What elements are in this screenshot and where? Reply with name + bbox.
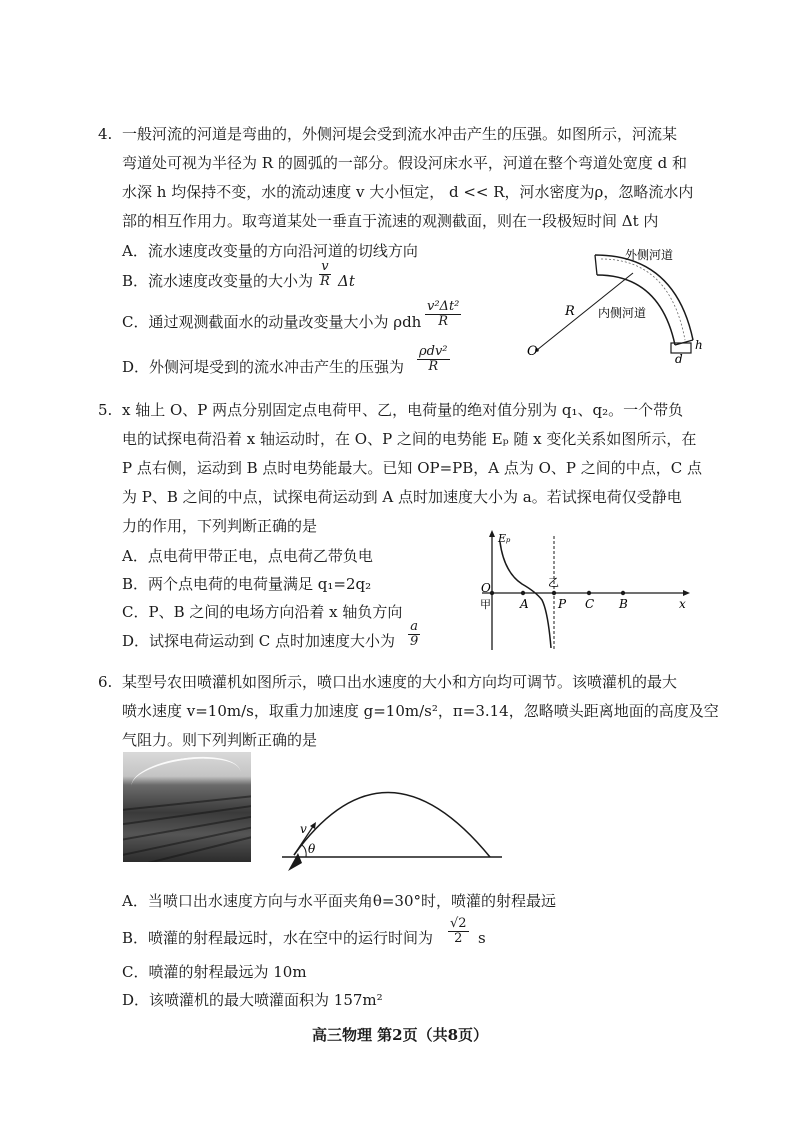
nozzle bbox=[288, 853, 302, 871]
angle-label: θ bbox=[308, 842, 316, 856]
radius-label: R bbox=[565, 304, 575, 319]
label-jia: 甲 bbox=[480, 598, 491, 611]
y-axis-label: Eₚ bbox=[498, 532, 511, 545]
label-B: B bbox=[619, 597, 628, 611]
point-B bbox=[621, 591, 625, 595]
label-P: P bbox=[558, 597, 567, 611]
q4-text-line-1: 一般河流的河道是弯曲的，外侧河堤会受到流水冲击产生的压强。如图所示，河流某 bbox=[122, 125, 678, 143]
q5-text-line-5: 力的作用，下列判断正确的是 bbox=[122, 517, 318, 535]
q4-d-frac-num: ρdv² bbox=[419, 344, 448, 359]
q4-option-b bbox=[122, 271, 313, 291]
q5-option-a: A．点电荷甲带正电，点电荷乙带负电 bbox=[122, 547, 373, 565]
point-A bbox=[521, 591, 525, 595]
q4-number: 4. bbox=[98, 125, 113, 143]
x-axis-label: x bbox=[679, 597, 686, 611]
label-C: C bbox=[585, 597, 595, 611]
velocity-arrowhead bbox=[310, 822, 316, 829]
q5-text-line-4: 为 P、B 之间的中点，试探电荷运动到 A 点时加速度大小为 a。若试探电荷仅受静电 bbox=[122, 488, 682, 506]
q6-b-frac-num: √2 bbox=[450, 916, 467, 931]
q4-option-c-prefix: C．通过观测截面水的动量改变量大小为 ρdh bbox=[122, 313, 422, 331]
q4-option-b-suffix: Δt bbox=[338, 272, 355, 290]
q5-option-d-fraction bbox=[408, 620, 420, 649]
q4-c-frac-num: v²Δt² bbox=[427, 299, 460, 314]
width-label: d bbox=[675, 352, 683, 365]
q6-option-c: C．喷灌的射程最远为 10m bbox=[122, 963, 307, 981]
q6-text-line-3: 气阻力。则下列判断正确的是 bbox=[122, 731, 318, 749]
q6-b-frac-den: 2 bbox=[454, 931, 463, 946]
q4-c-frac-den: R bbox=[438, 314, 449, 329]
q5-number: 5. bbox=[98, 401, 113, 419]
q4-option-a: A．流水速度改变量的方向沿河道的切线方向 bbox=[122, 242, 418, 260]
q4-b-frac-den: R bbox=[320, 274, 330, 289]
q4-option-d bbox=[122, 357, 404, 377]
q4-option-c bbox=[122, 312, 421, 332]
q4-d-frac-den: R bbox=[428, 359, 439, 374]
point-C bbox=[587, 591, 591, 595]
q6-option-b-suffix: s bbox=[478, 929, 486, 947]
q5-d-frac-num: a bbox=[410, 619, 419, 634]
q6-option-b bbox=[122, 928, 433, 948]
depth-label: h bbox=[695, 338, 703, 352]
q5-option-b: B．两个点电荷的电荷量满足 q₁=2q₂ bbox=[122, 575, 372, 593]
ep-curve bbox=[500, 542, 551, 648]
q4-b-frac-num: v bbox=[321, 259, 329, 274]
q5-text-line-1: x 轴上 O、P 两点分别固定点电荷甲、乙，电荷量的绝对值分别为 q₁、q₂。一个带负 bbox=[122, 401, 684, 419]
q6-number: 6. bbox=[98, 673, 113, 691]
q6-option-b-fraction bbox=[448, 917, 469, 946]
q6-text-line-1: 某型号农田喷灌机如图所示，喷口出水速度的大小和方向均可调节。该喷灌机的最大 bbox=[122, 673, 678, 691]
water-trajectory bbox=[294, 792, 490, 857]
water-hatch bbox=[601, 259, 685, 340]
label-A: A bbox=[520, 597, 529, 611]
center-label: O bbox=[527, 344, 538, 359]
point-P bbox=[552, 591, 556, 595]
q4-option-b-prefix: B．流水速度改变量的大小为 bbox=[122, 272, 314, 290]
inner-river-label: 内侧河道 bbox=[598, 306, 647, 320]
q6-text-line-2: 喷水速度 v=10m/s，取重力加速度 g=10m/s²，π=3.14，忽略喷头距离地面的高度及空 bbox=[122, 702, 719, 720]
q5-text-line-3: P 点右侧，运动到 B 点时电势能最大。已知 OP=PB，A 点为 O、P 之间的中点，C 点 bbox=[122, 459, 703, 477]
q6-option-a: A．当喷口出水速度方向与水平面夹角θ=30°时，喷灌的射程最远 bbox=[122, 892, 557, 910]
q5-option-d-prefix: D．试探电荷运动到 C 点时加速度大小为 bbox=[122, 632, 396, 650]
q5-d-frac-den: 9 bbox=[410, 634, 419, 649]
label-yi: 乙 bbox=[548, 576, 559, 589]
q4-option-c-fraction bbox=[425, 300, 461, 329]
q5-text-line-2: 电的试探电荷沿着 x 轴运动时，在 O、P 之间的电势能 Eₚ 随 x 变化关系如图所示，在 bbox=[122, 430, 697, 448]
q6-trajectory-figure bbox=[280, 785, 510, 875]
outer-river-label: 外侧河道 bbox=[625, 248, 674, 262]
x-axis-arrow bbox=[683, 590, 690, 596]
q4-option-b-fraction bbox=[318, 260, 332, 289]
label-O: O bbox=[481, 581, 491, 595]
q4-text-line-4: 部的相互作用力。取弯道某处一垂直于流速的观测截面，则在一段极短时间 Δt 内 bbox=[122, 212, 659, 230]
q4-option-d-fraction bbox=[417, 345, 450, 374]
q6-sprinkler-photo bbox=[123, 752, 251, 862]
q4-option-d-prefix: D．外侧河堤受到的流水冲击产生的压强为 bbox=[122, 358, 405, 376]
q5-option-c: C．P、B 之间的电场方向沿着 x 轴负方向 bbox=[122, 603, 403, 621]
velocity-label: v bbox=[300, 822, 307, 836]
y-axis-arrow bbox=[489, 530, 495, 537]
q6-option-b-prefix: B．喷灌的射程最远时，水在空中的运行时间为 bbox=[122, 929, 434, 947]
q4-text-line-2: 弯道处可视为半径为 R 的圆弧的一部分。假设河床水平，河道在整个弯道处宽度 d 和 bbox=[122, 154, 687, 172]
q5-potential-energy-graph bbox=[476, 528, 696, 653]
q4-text-line-3: 水深 h 均保持不变，水的流动速度 v 大小恒定， d << R，河水密度为ρ，忽略流水内 bbox=[122, 183, 694, 201]
outer-bank bbox=[595, 255, 693, 340]
q6-option-d: D．该喷灌机的最大喷灌面积为 157m² bbox=[122, 991, 383, 1009]
q5-option-d bbox=[122, 631, 395, 651]
angle-arc bbox=[302, 845, 306, 857]
q4-river-bend-figure bbox=[525, 245, 715, 365]
page-footer: 高三物理 第2页（共8页） bbox=[311, 1026, 489, 1044]
